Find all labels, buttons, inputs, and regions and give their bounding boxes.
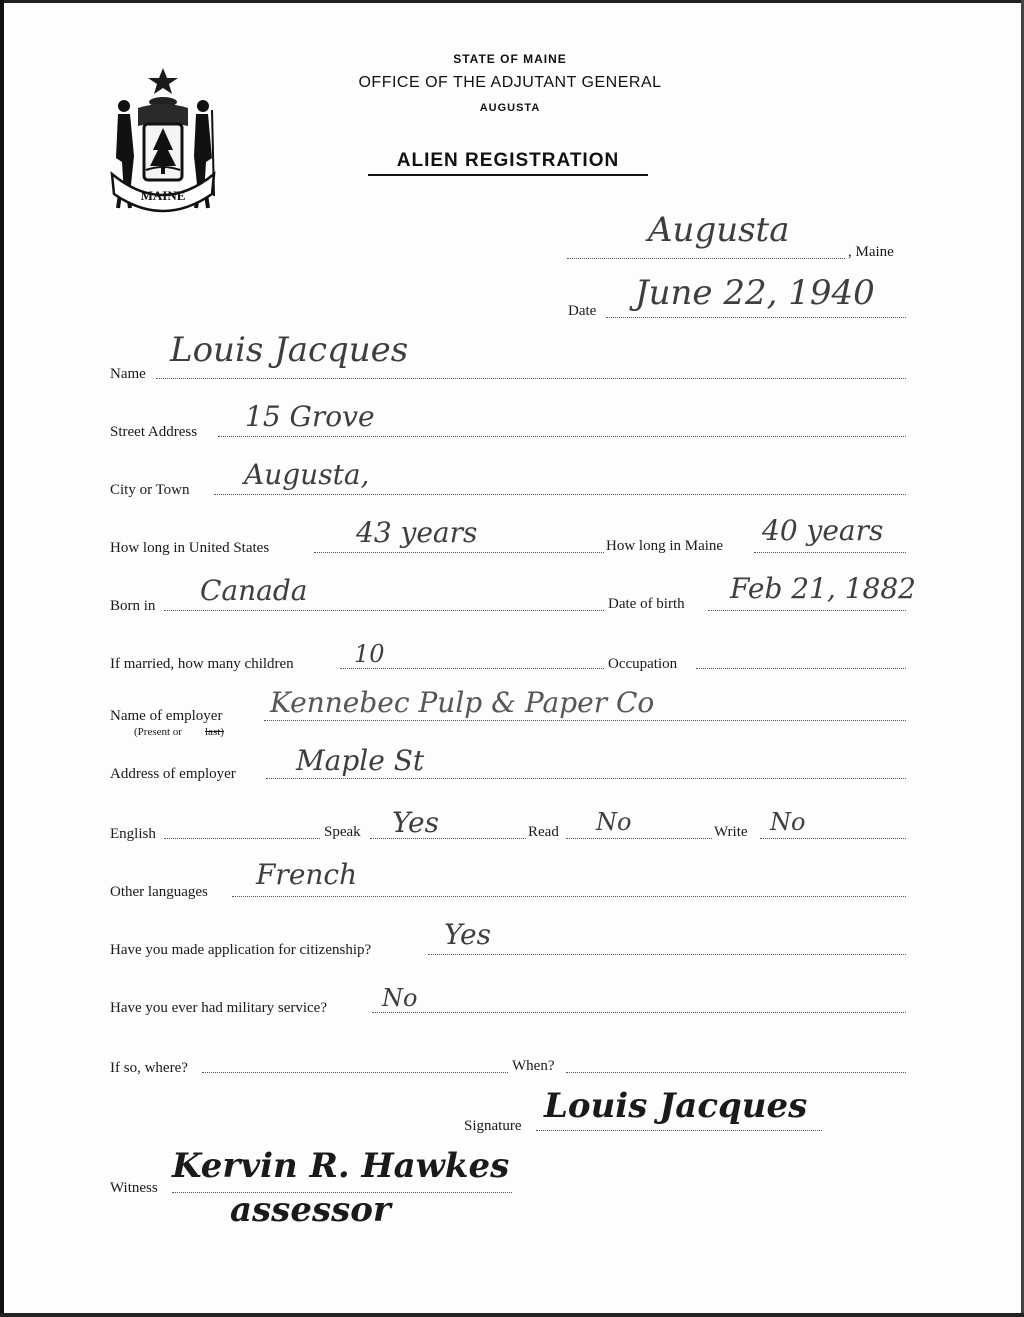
scan-border-bottom <box>0 1313 1024 1317</box>
write-value: No <box>770 808 806 836</box>
witness-value: Kervin R. Hawkes <box>172 1146 510 1186</box>
place-line <box>567 258 845 259</box>
english-label: English <box>110 826 156 842</box>
born-in-label: Born in <box>110 598 156 614</box>
write-label: Write <box>714 824 748 840</box>
place-suffix: , Maine <box>848 244 894 260</box>
seal-banner-text: MAINE <box>140 188 186 203</box>
employer-label: Name of employer <box>110 708 223 724</box>
witness-label: Witness <box>110 1180 158 1196</box>
how-long-maine-line <box>754 552 906 553</box>
street-address-line <box>218 436 906 437</box>
header-city: AUGUSTA <box>479 102 541 114</box>
street-address-label: Street Address <box>110 424 198 440</box>
scan-border-top <box>0 0 1024 3</box>
children-value: 10 <box>354 640 385 668</box>
citizenship-label: Have you made application for citizenship? <box>110 942 372 958</box>
other-languages-value: French <box>256 858 358 891</box>
witness-title: assessor <box>230 1190 391 1230</box>
military-line <box>372 1012 906 1013</box>
how-long-us-label: How long in United States <box>110 540 270 556</box>
if-so-where-line <box>202 1072 508 1073</box>
children-label: If married, how many children <box>110 656 294 672</box>
city-value: Augusta, <box>244 458 370 491</box>
header-state: STATE OF MAINE <box>453 52 567 66</box>
how-long-us-value: 43 years <box>356 516 478 549</box>
occupation-line <box>696 668 906 669</box>
how-long-us-line <box>314 552 604 553</box>
citizenship-line <box>428 954 906 955</box>
date-of-birth-value: Feb 21, 1882 <box>730 572 916 605</box>
signature-line <box>536 1130 822 1131</box>
write-line <box>760 838 906 839</box>
date-line <box>606 317 906 318</box>
employer-sublabel-last: last) <box>205 726 224 738</box>
military-value: No <box>382 984 418 1012</box>
signature-label: Signature <box>464 1118 522 1134</box>
how-long-maine-label: How long in Maine <box>606 538 724 554</box>
if-so-where-label: If so, where? <box>110 1060 188 1076</box>
military-label: Have you ever had military service? <box>110 1000 327 1016</box>
street-address-value: 15 Grove <box>245 400 375 433</box>
speak-label: Speak <box>324 824 361 840</box>
place-value: Augusta <box>648 210 790 250</box>
employer-address-label: Address of employer <box>110 766 236 782</box>
how-long-maine-value: 40 years <box>762 514 884 547</box>
when-line <box>566 1072 906 1073</box>
date-of-birth-label: Date of birth <box>608 596 685 612</box>
header-office: OFFICE OF THE ADJUTANT GENERAL <box>358 74 662 91</box>
name-line <box>156 378 906 379</box>
read-value: No <box>596 808 632 836</box>
city-line <box>214 494 906 495</box>
name-value: Louis Jacques <box>170 330 409 370</box>
scan-border-left <box>0 0 4 1317</box>
read-label: Read <box>528 824 559 840</box>
employer-line <box>264 720 906 721</box>
employer-value: Kennebec Pulp & Paper Co <box>270 686 655 719</box>
date-label: Date <box>568 303 597 319</box>
english-line <box>164 838 320 839</box>
employer-address-value: Maple St <box>296 744 425 777</box>
when-label: When? <box>512 1058 555 1074</box>
read-line <box>566 838 712 839</box>
date-value: June 22, 1940 <box>635 273 875 313</box>
born-in-line <box>164 610 604 611</box>
city-label: City or Town <box>110 482 190 498</box>
other-languages-label: Other languages <box>110 884 208 900</box>
speak-value: Yes <box>392 806 439 839</box>
maine-state-seal-icon <box>108 66 218 216</box>
employer-address-line <box>266 778 906 779</box>
form-title: ALIEN REGISTRATION <box>368 150 648 176</box>
employer-sublabel-present: (Present or <box>134 726 182 738</box>
other-languages-line <box>232 896 906 897</box>
date-of-birth-line <box>708 610 906 611</box>
citizenship-value: Yes <box>444 918 491 951</box>
name-label: Name <box>110 366 146 382</box>
signature-value: Louis Jacques <box>544 1086 808 1126</box>
occupation-label: Occupation <box>608 656 678 672</box>
born-in-value: Canada <box>200 574 308 607</box>
children-line <box>340 668 604 669</box>
